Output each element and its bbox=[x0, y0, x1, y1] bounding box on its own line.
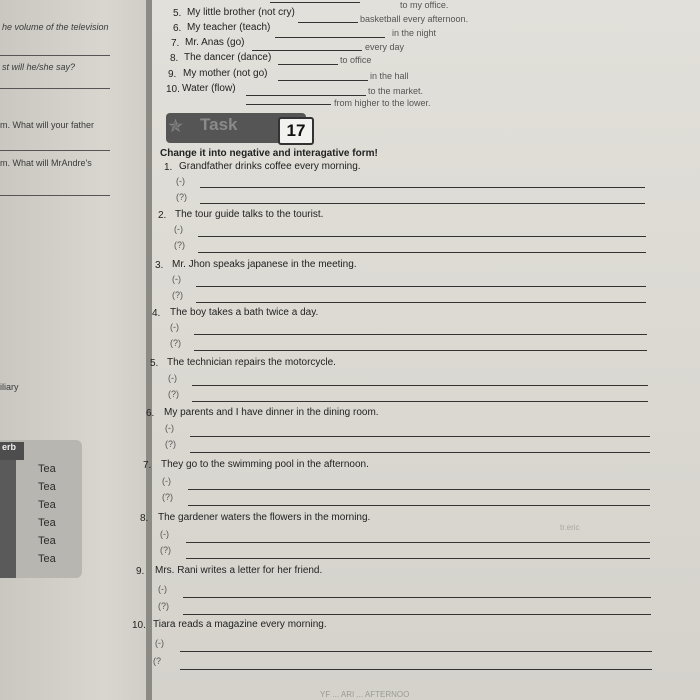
exercise-num: 10. bbox=[132, 620, 146, 631]
answer-line bbox=[278, 64, 338, 65]
answer-line bbox=[246, 95, 366, 96]
verb-cell: Tea bbox=[38, 553, 56, 565]
negative-label: (-) bbox=[176, 176, 185, 186]
left-text-3: m. What will your father bbox=[0, 120, 95, 130]
verb-cell: Tea bbox=[38, 535, 56, 547]
answer-line bbox=[252, 50, 362, 51]
answer-line[interactable] bbox=[186, 558, 650, 559]
question-label: (?) bbox=[170, 338, 181, 348]
row-num: 9. bbox=[168, 69, 177, 80]
left-text-5: iliary bbox=[0, 382, 19, 392]
answer-line[interactable] bbox=[198, 252, 646, 253]
question-label: (?) bbox=[162, 492, 173, 502]
header-fragment: to my office. bbox=[400, 0, 449, 10]
row-text: My mother (not go) bbox=[183, 68, 268, 79]
exercise-num: 2. bbox=[158, 210, 167, 221]
answer-line[interactable] bbox=[188, 489, 650, 490]
verb-cell: Tea bbox=[38, 499, 56, 511]
left-page bbox=[0, 0, 150, 700]
verb-tab: erb bbox=[0, 442, 24, 460]
verb-table-side bbox=[0, 460, 16, 578]
row-suffix: every day bbox=[365, 42, 405, 52]
answer-line[interactable] bbox=[198, 236, 646, 237]
left-line bbox=[0, 55, 110, 56]
negative-label: (-) bbox=[165, 423, 174, 433]
negative-label: (-) bbox=[170, 322, 179, 332]
left-line bbox=[0, 195, 110, 196]
row-suffix: in the night bbox=[392, 28, 437, 38]
question-label: (?) bbox=[174, 240, 185, 250]
row-suffix: basketball every afternoon. bbox=[360, 14, 469, 24]
exercise-sentence: The boy takes a bath twice a day. bbox=[170, 307, 319, 318]
exercise-sentence: The technician repairs the motorcycle. bbox=[167, 357, 336, 368]
answer-line bbox=[278, 80, 368, 81]
question-label: (?) bbox=[158, 601, 169, 611]
row-text: The dancer (dance) bbox=[184, 52, 272, 63]
row-text: My little brother (not cry) bbox=[187, 7, 295, 18]
left-text-1: he volume of the television bbox=[2, 22, 109, 32]
negative-label: (-) bbox=[158, 584, 167, 594]
exercise-sentence: Tiara reads a magazine every morning. bbox=[153, 619, 327, 630]
row-suffix: to the market. bbox=[368, 86, 424, 96]
exercise-num: 9. bbox=[136, 566, 145, 577]
question-label: (?) bbox=[168, 389, 179, 399]
left-text-2: st will he/she say? bbox=[2, 62, 76, 72]
exercise-num: 3. bbox=[155, 260, 164, 271]
answer-line[interactable] bbox=[188, 505, 650, 506]
answer-line[interactable] bbox=[196, 286, 646, 287]
footer-text: YF ... ARI ... AFTERNOO bbox=[320, 690, 410, 699]
answer-line[interactable] bbox=[192, 385, 648, 386]
negative-label: (-) bbox=[168, 373, 177, 383]
answer-line[interactable] bbox=[183, 614, 651, 615]
question-label: (?) bbox=[160, 545, 171, 555]
answer-line[interactable] bbox=[194, 350, 647, 351]
exercise-sentence: The tour guide talks to the tourist. bbox=[175, 209, 324, 220]
task-label: Task bbox=[200, 115, 238, 134]
task-star-icon: ✯ bbox=[168, 116, 184, 136]
exercise-num: 7. bbox=[143, 460, 152, 471]
question-label: (?) bbox=[165, 439, 176, 449]
exercise-num: 1. bbox=[164, 162, 173, 173]
negative-label: (-) bbox=[155, 638, 164, 648]
exercise-num: 5. bbox=[150, 358, 159, 369]
left-line bbox=[0, 88, 110, 89]
row-num: 10. bbox=[166, 84, 180, 95]
exercise-num: 6. bbox=[146, 408, 155, 419]
verb-cell: Tea bbox=[38, 481, 56, 493]
answer-line[interactable] bbox=[186, 542, 650, 543]
answer-line bbox=[246, 104, 331, 105]
answer-line[interactable] bbox=[200, 187, 645, 188]
row-suffix: to office bbox=[340, 55, 372, 65]
row-suffix: in the hall bbox=[370, 71, 409, 81]
exercise-num: 4. bbox=[152, 308, 161, 319]
answer-line[interactable] bbox=[180, 669, 652, 670]
answer-line[interactable] bbox=[180, 651, 652, 652]
instruction: Change it into negative and interagative form! bbox=[160, 148, 378, 159]
exercise-sentence: My parents and I have dinner in the dining room. bbox=[164, 407, 379, 418]
answer-line bbox=[298, 22, 358, 23]
exercise-sentence: They go to the swimming pool in the afternoon. bbox=[161, 459, 369, 470]
exercise-num: 8. bbox=[140, 513, 149, 524]
exercise-sentence: The gardener waters the flowers in the morning. bbox=[158, 512, 371, 523]
answer-line[interactable] bbox=[196, 302, 646, 303]
answer-line[interactable] bbox=[183, 597, 651, 598]
negative-label: (-) bbox=[162, 476, 171, 486]
book-spine bbox=[146, 0, 155, 700]
question-label: (? bbox=[153, 656, 162, 666]
answer-line[interactable] bbox=[190, 436, 650, 437]
exercise-sentence: Mrs. Rani writes a letter for her friend. bbox=[155, 565, 323, 576]
answer-line[interactable] bbox=[190, 452, 650, 453]
exercise-sentence: Mr. Jhon speaks japanese in the meeting. bbox=[172, 259, 357, 270]
verb-cell: Tea bbox=[38, 517, 56, 529]
row-num: 8. bbox=[170, 53, 179, 64]
row-text: My teacher (teach) bbox=[187, 22, 271, 33]
answer-line[interactable] bbox=[194, 334, 647, 335]
answer-line bbox=[275, 37, 385, 38]
row-text: Mr. Anas (go) bbox=[185, 37, 245, 48]
task-number-badge: 17 bbox=[278, 117, 314, 145]
exercise-sentence: Grandfather drinks coffee every morning. bbox=[179, 161, 361, 172]
negative-label: (-) bbox=[174, 224, 183, 234]
left-line bbox=[0, 150, 110, 151]
left-text-4: m. What will MrAndre's bbox=[0, 158, 92, 168]
answer-line bbox=[270, 2, 360, 3]
row-num: 5. bbox=[173, 8, 182, 19]
question-label: (?) bbox=[176, 192, 187, 202]
answer-line[interactable] bbox=[192, 401, 648, 402]
row-text: Water (flow) bbox=[182, 83, 236, 94]
question-label: (?) bbox=[172, 290, 183, 300]
row-num: 6. bbox=[173, 23, 182, 34]
answer-line[interactable] bbox=[200, 203, 645, 204]
verb-cell: Tea bbox=[38, 463, 56, 475]
row-suffix-extra: from higher to the lower. bbox=[334, 98, 431, 108]
margin-note: tr.eric bbox=[560, 523, 580, 532]
negative-label: (-) bbox=[160, 529, 169, 539]
row-num: 7. bbox=[171, 38, 180, 49]
negative-label: (-) bbox=[172, 274, 181, 284]
